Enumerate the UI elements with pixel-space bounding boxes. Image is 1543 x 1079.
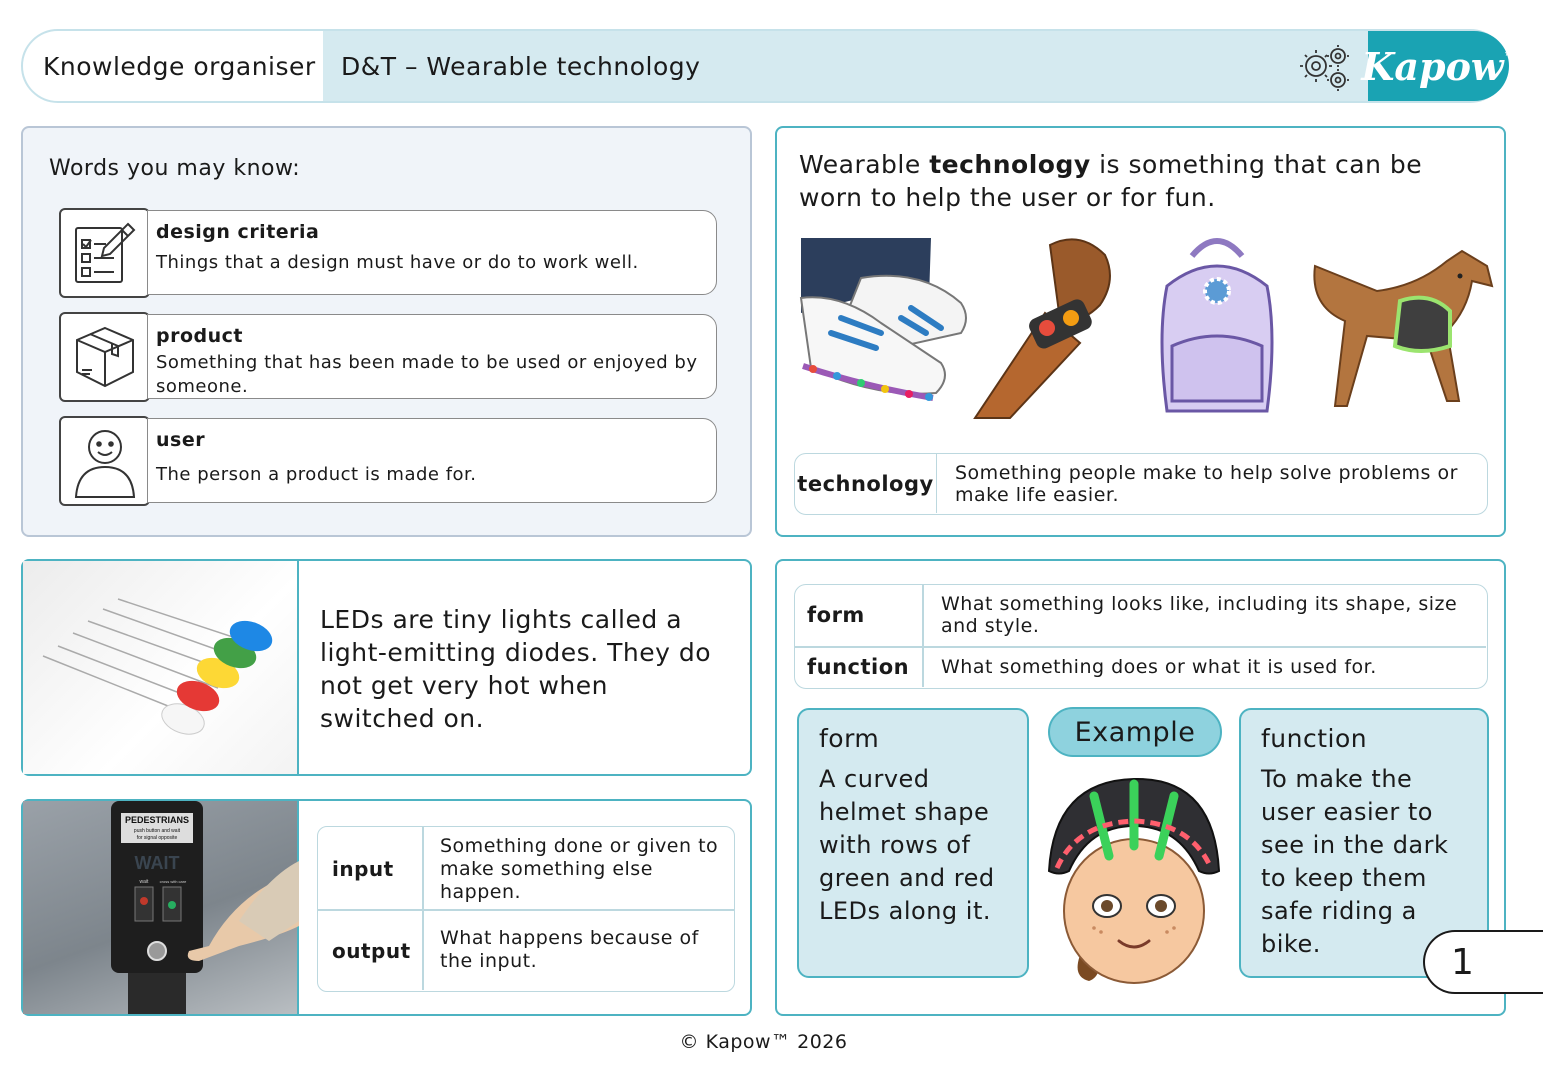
light-up-wristband-image	[975, 233, 1135, 423]
header-label: Knowledge organiser	[23, 31, 323, 101]
form-card-title: form	[819, 724, 880, 753]
table-row	[318, 911, 734, 991]
output-term: output	[332, 939, 411, 963]
word-card-user	[59, 416, 719, 504]
crossing-sign-title: PEDESTRIANS	[124, 815, 190, 825]
word-box	[147, 314, 717, 399]
input-output-table	[317, 826, 735, 992]
form-term: form	[807, 603, 865, 627]
word-definition: Something that has been made to be used or enjoyed by someone.	[156, 352, 698, 397]
function-definition: What something does or what it is used for.	[941, 656, 1377, 678]
led-description: LEDs are tiny lights called a light-emitting diodes. They do not get very hot when switched on.	[320, 605, 712, 733]
word-term: design criteria	[156, 221, 320, 243]
header-bar	[21, 29, 1516, 103]
function-card-text: To make the user easier to see in the dark to keep them safe riding a bike.	[1261, 765, 1449, 958]
form-definition: What something looks like, including its shape, size and style.	[941, 593, 1458, 637]
checklist-pencil-icon	[59, 208, 150, 298]
footer-copyright: © Kapow™ 2026	[679, 1031, 848, 1053]
technology-definition-row	[794, 453, 1488, 515]
crossing-sign-line-1: push button and wait	[133, 828, 181, 834]
technology-definition: Something people make to help solve problems or make life easier.	[955, 462, 1458, 506]
light-up-shoes-image	[801, 238, 971, 413]
word-card-design-criteria	[59, 208, 719, 296]
person-icon	[59, 416, 150, 506]
crossing-sign-cross: cross with care	[159, 879, 187, 884]
word-term: user	[156, 429, 206, 451]
input-output-panel	[21, 799, 752, 1016]
output-definition: What happens because of the input.	[440, 927, 699, 972]
function-term: function	[807, 655, 910, 679]
word-box	[147, 418, 717, 503]
form-card-text: A curved helmet shape with rows of green and red LEDs along it.	[819, 765, 995, 925]
form-function-table	[794, 584, 1488, 689]
page-number: 1	[1423, 930, 1543, 994]
led-helmet-child-image	[1039, 776, 1229, 981]
words-heading: Words you may know:	[49, 156, 301, 181]
input-term: input	[332, 857, 394, 881]
led-photo	[23, 561, 299, 774]
crossing-sign-wait-small: wait	[139, 879, 149, 885]
input-definition: Something done or given to make something else happen.	[440, 835, 719, 903]
example-label: Example	[1048, 707, 1222, 757]
box-icon	[59, 312, 150, 402]
form-function-panel	[775, 559, 1506, 1016]
word-definition: The person a product is made for.	[156, 464, 477, 485]
wearable-panel	[775, 126, 1506, 537]
light-up-backpack-image	[1147, 236, 1287, 421]
dog-with-led-harness-image	[1305, 246, 1495, 416]
word-box	[147, 210, 717, 295]
kapow-logo: Kapow ™	[1368, 31, 1509, 101]
divider	[922, 585, 924, 687]
divider	[795, 646, 1486, 648]
pedestrian-crossing-photo	[23, 801, 299, 1014]
word-definition: Things that a design must have or do to work well.	[156, 252, 639, 273]
crossing-sign-line-2: for signal opposite	[136, 835, 178, 841]
word-term: product	[156, 325, 243, 347]
wearable-intro: Wearable technology is something that can be worn to help the user or for fun.	[799, 150, 1423, 212]
word-card-product	[59, 312, 719, 400]
page-title: D&T – Wearable technology	[341, 51, 701, 81]
gears-icon	[1298, 44, 1352, 92]
table-row	[318, 827, 734, 909]
form-example-card	[797, 708, 1029, 978]
function-card-title: function	[1261, 724, 1368, 753]
led-panel	[21, 559, 752, 776]
crossing-sign-wait: WAIT	[134, 853, 180, 873]
technology-term: technology	[795, 454, 937, 513]
words-panel	[21, 126, 752, 537]
